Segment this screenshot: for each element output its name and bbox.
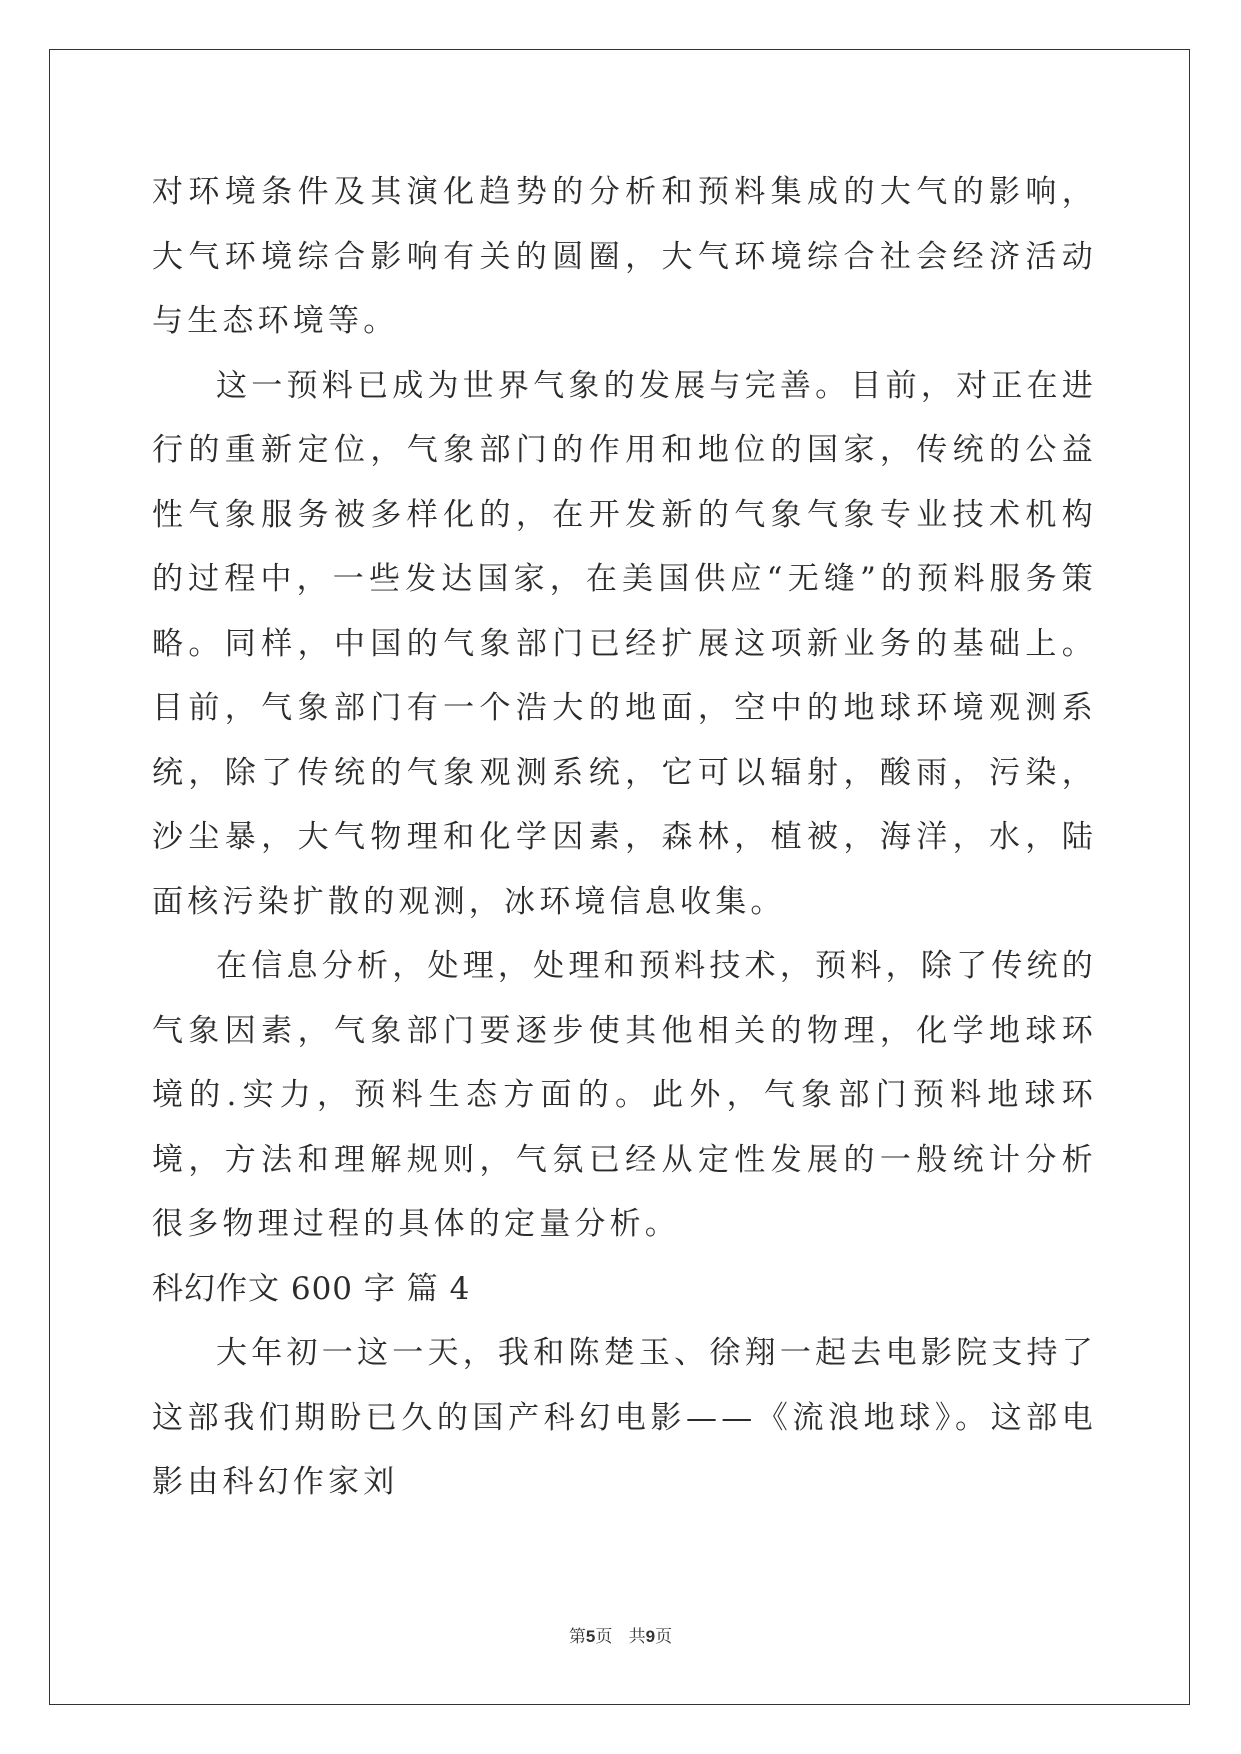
paragraph-3: 在信息分析，处理，处理和预料技术，预料，除了传统的气象因素，气象部门要逐步使其他相关的物理，化学地球环境的.实力，预料生态方面的。此外，气象部门预料地球环境，方法和理解规则，气氛已经从定性发展的一般统计分析很多物理过程的具体的定量分析。 [152,948,1097,1242]
document-body [152,160,1097,1515]
paragraph-4: 大年初一这一天，我和陈楚玉、徐翔一起去电影院支持了这部我们期盼已久的国产科幻电影——《流浪地球》。这部电影由科幻作家刘 [152,1335,1097,1500]
section-heading: 科幻作文 600 字 篇 4 [152,1270,471,1307]
footer-prefix: 第 [568,1627,586,1647]
total-page-number: 9 [645,1627,656,1646]
paragraph-1: 对环境条件及其演化趋势的分析和预料集成的大气的影响，大气环境综合影响有关的圆圈，大气环境综合社会经济活动与生态环境等。 [152,174,1097,339]
paragraph-2: 这一预料已成为世界气象的发展与完善。目前，对正在进行的重新定位，气象部门的作用和地位的国家，传统的公益性气象服务被多样化的，在开发新的气象气象专业技术机构的过程中，一些发达国家，在美国供应“无缝”的预料服务策略。同样，中国的气象部门已经扩展这项新业务的基础上。目前，气象部门有一个浩大的地面，空中的地球环境观测系统，除了传统的气象观测系统，它可以辐射，酸雨，污染，沙尘暴，大气物理和化学因素，森林，植被，海洋，水，陆面核污染扩散的观测，冰环境信息收集。 [152,367,1097,920]
page-footer [0,1622,1241,1647]
current-page-number: 5 [585,1627,596,1646]
footer-suffix: 页 [655,1627,673,1647]
footer-middle: 页 共 [595,1627,646,1647]
